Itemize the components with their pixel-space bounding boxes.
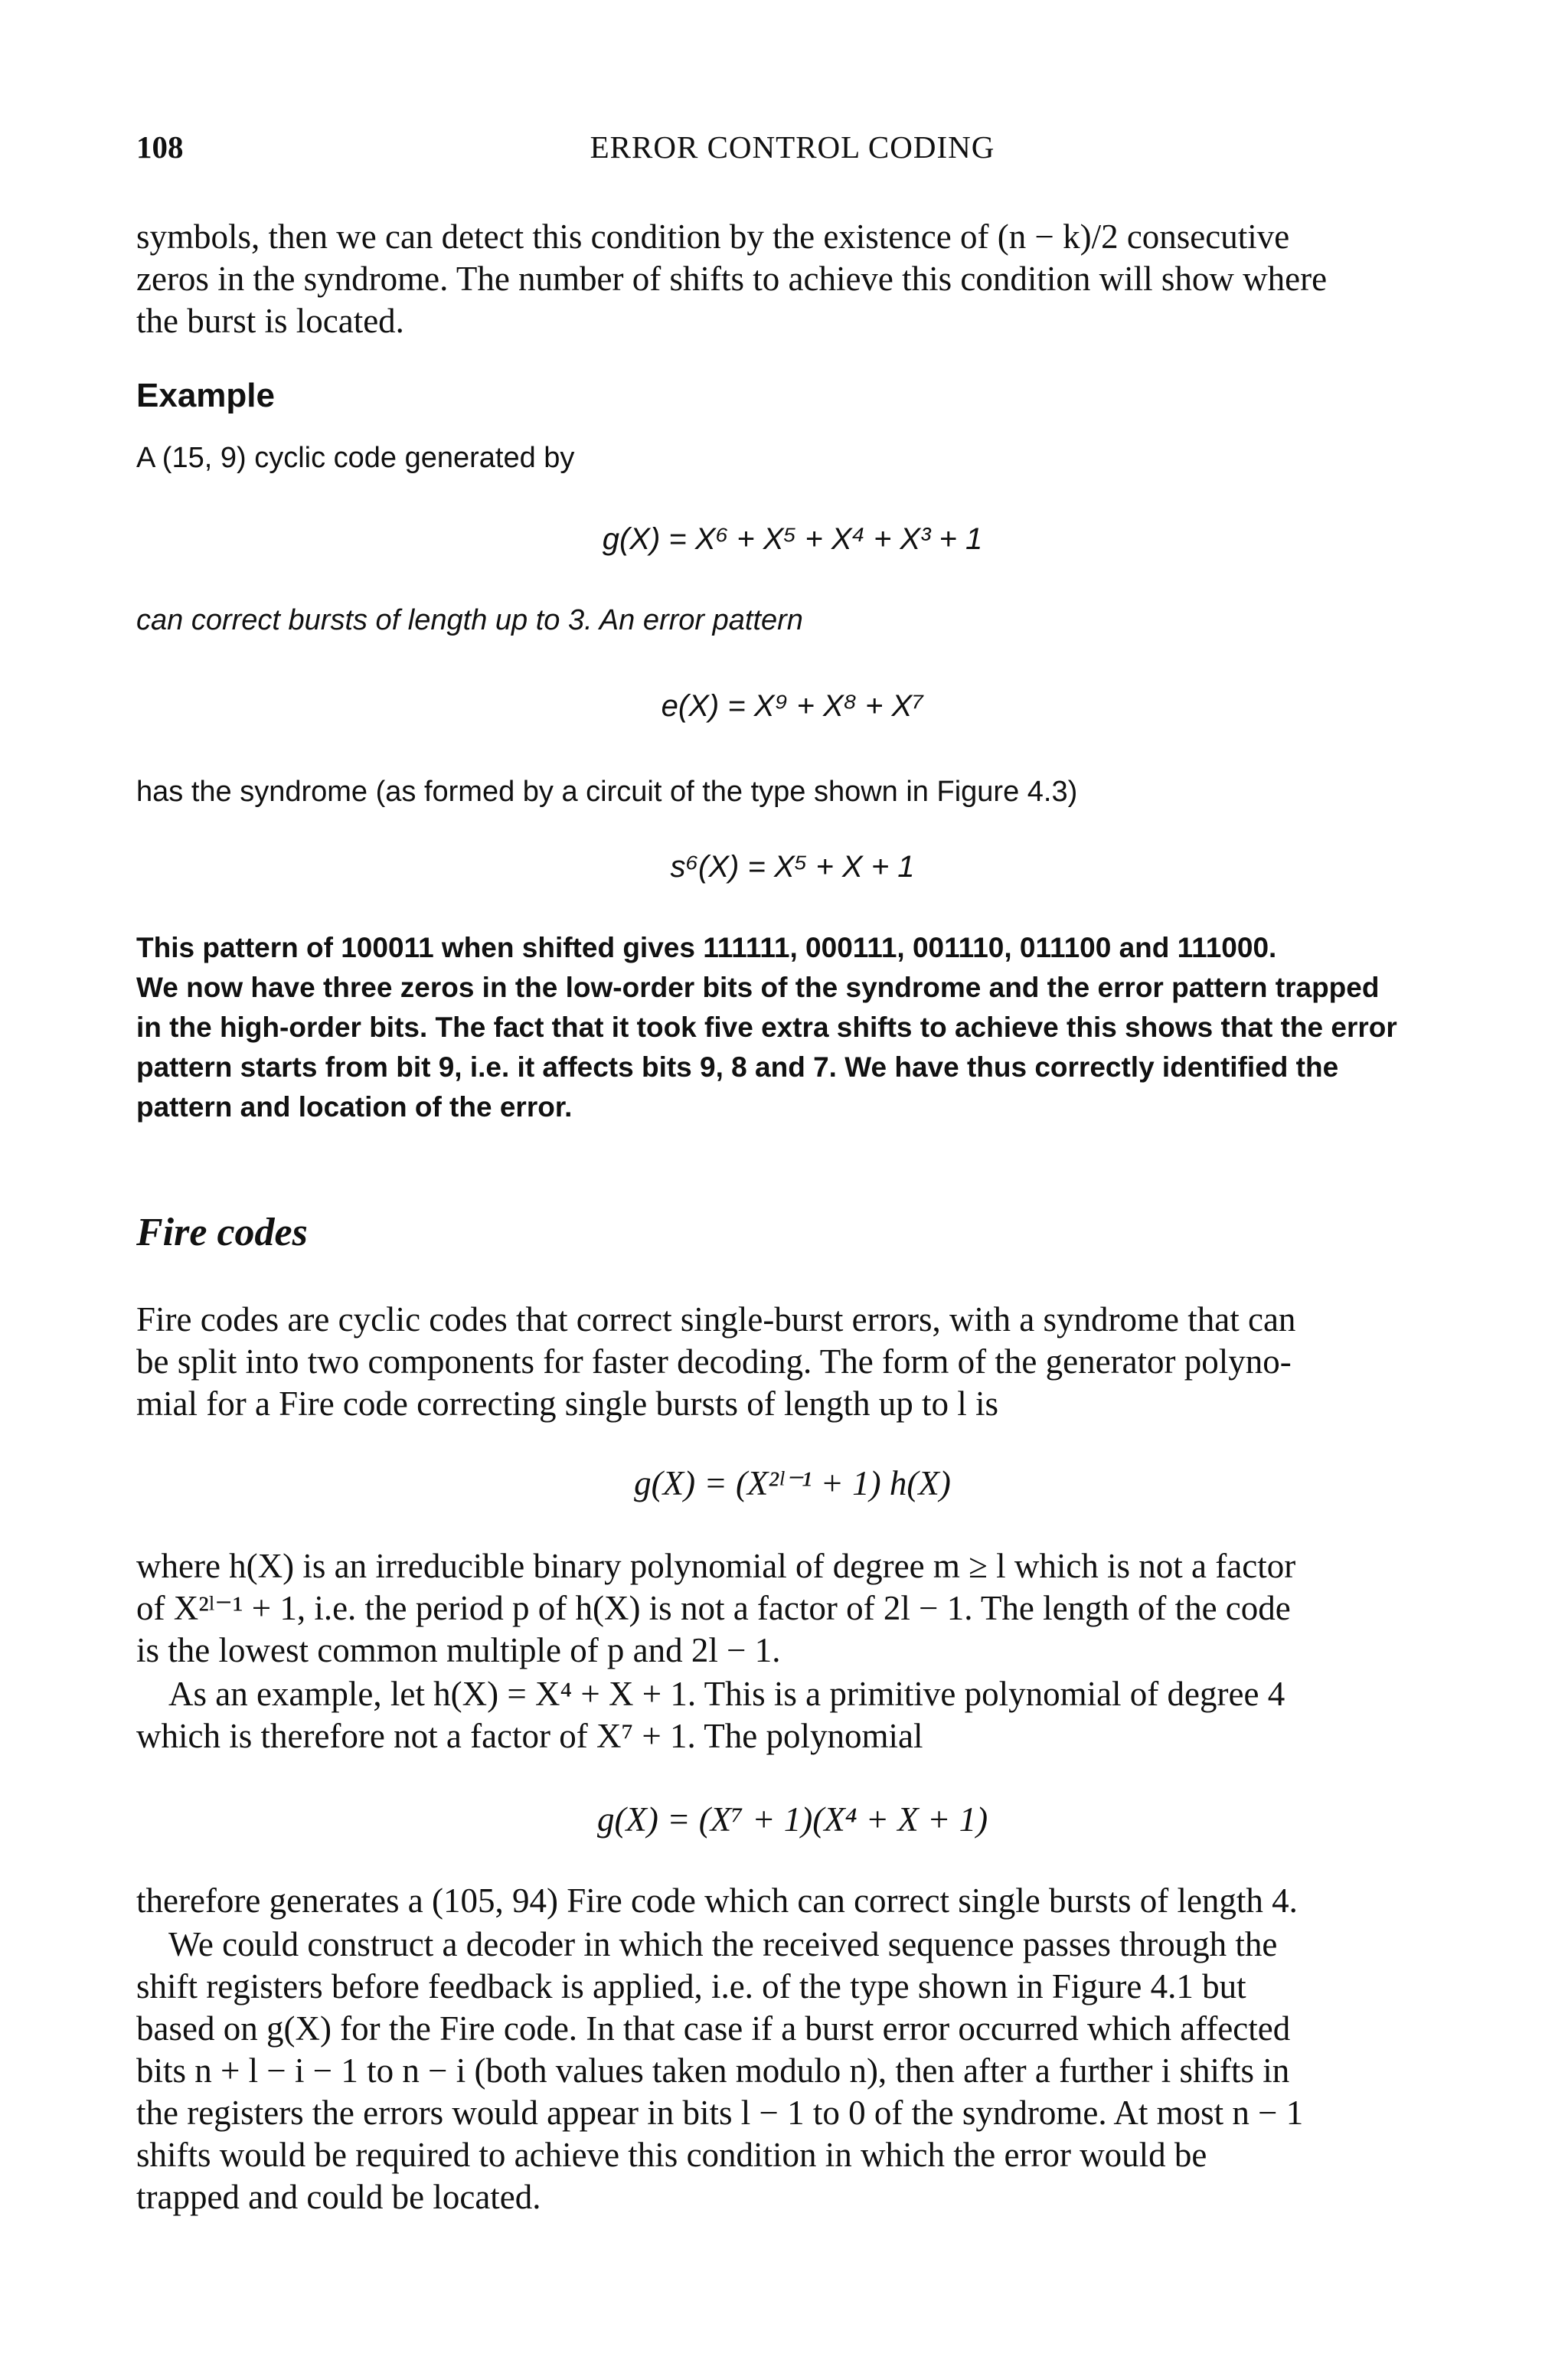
text-line: Fire codes are cyclic codes that correct single-burst errors, with a syndrome that can	[136, 1300, 1296, 1339]
equation-fire-generator: g(X) = (X²ˡ⁻¹ + 1) h(X)	[634, 1464, 951, 1502]
example-line-2: can correct bursts of length up to 3. An error pattern	[136, 604, 803, 636]
equation-fire-example: g(X) = (X⁷ + 1)(X⁴ + X + 1)	[596, 1800, 988, 1839]
text-line: This pattern of 100011 when shifted gives 111111, 000111, 001110, 011100 and 111000.	[136, 932, 1277, 963]
page-number: 108	[136, 129, 184, 165]
running-head: ERROR CONTROL CODING	[590, 129, 995, 165]
section-heading-fire-codes: Fire codes	[136, 1211, 308, 1254]
text-line: shift registers before feedback is applied, i.e. of the type shown in Figure 4.1 but	[136, 1967, 1246, 2006]
example-paragraph	[136, 928, 1449, 1127]
text-line: is the lowest common multiple of p and 2l − 1.	[136, 1631, 781, 1669]
page-header	[136, 129, 1449, 175]
text-line: the burst is located.	[136, 302, 404, 340]
fire-codes-paragraph-1	[136, 1299, 1449, 1425]
text-line: where h(X) is an irreducible binary polynomial of degree m ≥ l which is not a factor	[136, 1547, 1296, 1585]
text-line: bits n + l − i − 1 to n − i (both values taken modulo n), then after a further i shifts in	[136, 2051, 1290, 2090]
equation-error-pattern: e(X) = X⁹ + X⁸ + X⁷	[661, 689, 924, 723]
text-line: zeros in the syndrome. The number of shifts to achieve this condition will show where	[136, 260, 1328, 298]
text-line: pattern starts from bit 9, i.e. it affects bits 9, 8 and 7. We have thus correctly identified the	[136, 1051, 1339, 1083]
example-heading: Example	[136, 377, 275, 414]
text-line: We now have three zeros in the low-order bits of the syndrome and the error pattern trapped	[136, 972, 1380, 1003]
equation-syndrome: s⁶(X) = X⁵ + X + 1	[670, 850, 915, 884]
text-line: the registers the errors would appear in bits l − 1 to 0 of the syndrome. At most n − 1	[136, 2094, 1304, 2132]
text-line: pattern and location of the error.	[136, 1091, 573, 1123]
intro-paragraph	[136, 216, 1449, 342]
text-line: We could construct a decoder in which the received sequence passes through the	[168, 1925, 1278, 1963]
example-line-3: has the syndrome (as formed by a circuit of the type shown in Figure 4.3)	[136, 776, 1078, 808]
fire-codes-paragraph-5	[136, 1924, 1449, 2218]
text-line: therefore generates a (105, 94) Fire code which can correct single bursts of length 4.	[136, 1881, 1298, 1920]
fire-codes-paragraph-2	[136, 1545, 1449, 1672]
fire-codes-paragraph-4	[136, 1880, 1449, 1922]
text-line: in the high-order bits. The fact that it took five extra shifts to achieve this shows that the error	[136, 1012, 1397, 1043]
text-line: be split into two components for faster decoding. The form of the generator polyno-	[136, 1342, 1292, 1381]
text-line: which is therefore not a factor of X⁷ + 1. The polynomial	[136, 1717, 923, 1755]
text-line: As an example, let h(X) = X⁴ + X + 1. This is a primitive polynomial of degree 4	[168, 1675, 1285, 1713]
text-line: trapped and could be located.	[136, 2178, 541, 2216]
text-line: of X²ˡ⁻¹ + 1, i.e. the period p of h(X) is not a factor of 2l − 1. The length of the code	[136, 1589, 1291, 1627]
text-line: symbols, then we can detect this condition by the existence of (n − k)/2 consecutive	[136, 217, 1290, 256]
fire-codes-paragraph-3	[136, 1673, 1449, 1757]
equation-generator: g(X) = X⁶ + X⁵ + X⁴ + X³ + 1	[602, 522, 983, 556]
example-line-1: A (15, 9) cyclic code generated by	[136, 442, 575, 474]
text-line: shifts would be required to achieve this condition in which the error would be	[136, 2136, 1207, 2174]
text-line: mial for a Fire code correcting single bursts of length up to l is	[136, 1384, 998, 1423]
text-line: based on g(X) for the Fire code. In that case if a burst error occurred which affected	[136, 2009, 1291, 2048]
